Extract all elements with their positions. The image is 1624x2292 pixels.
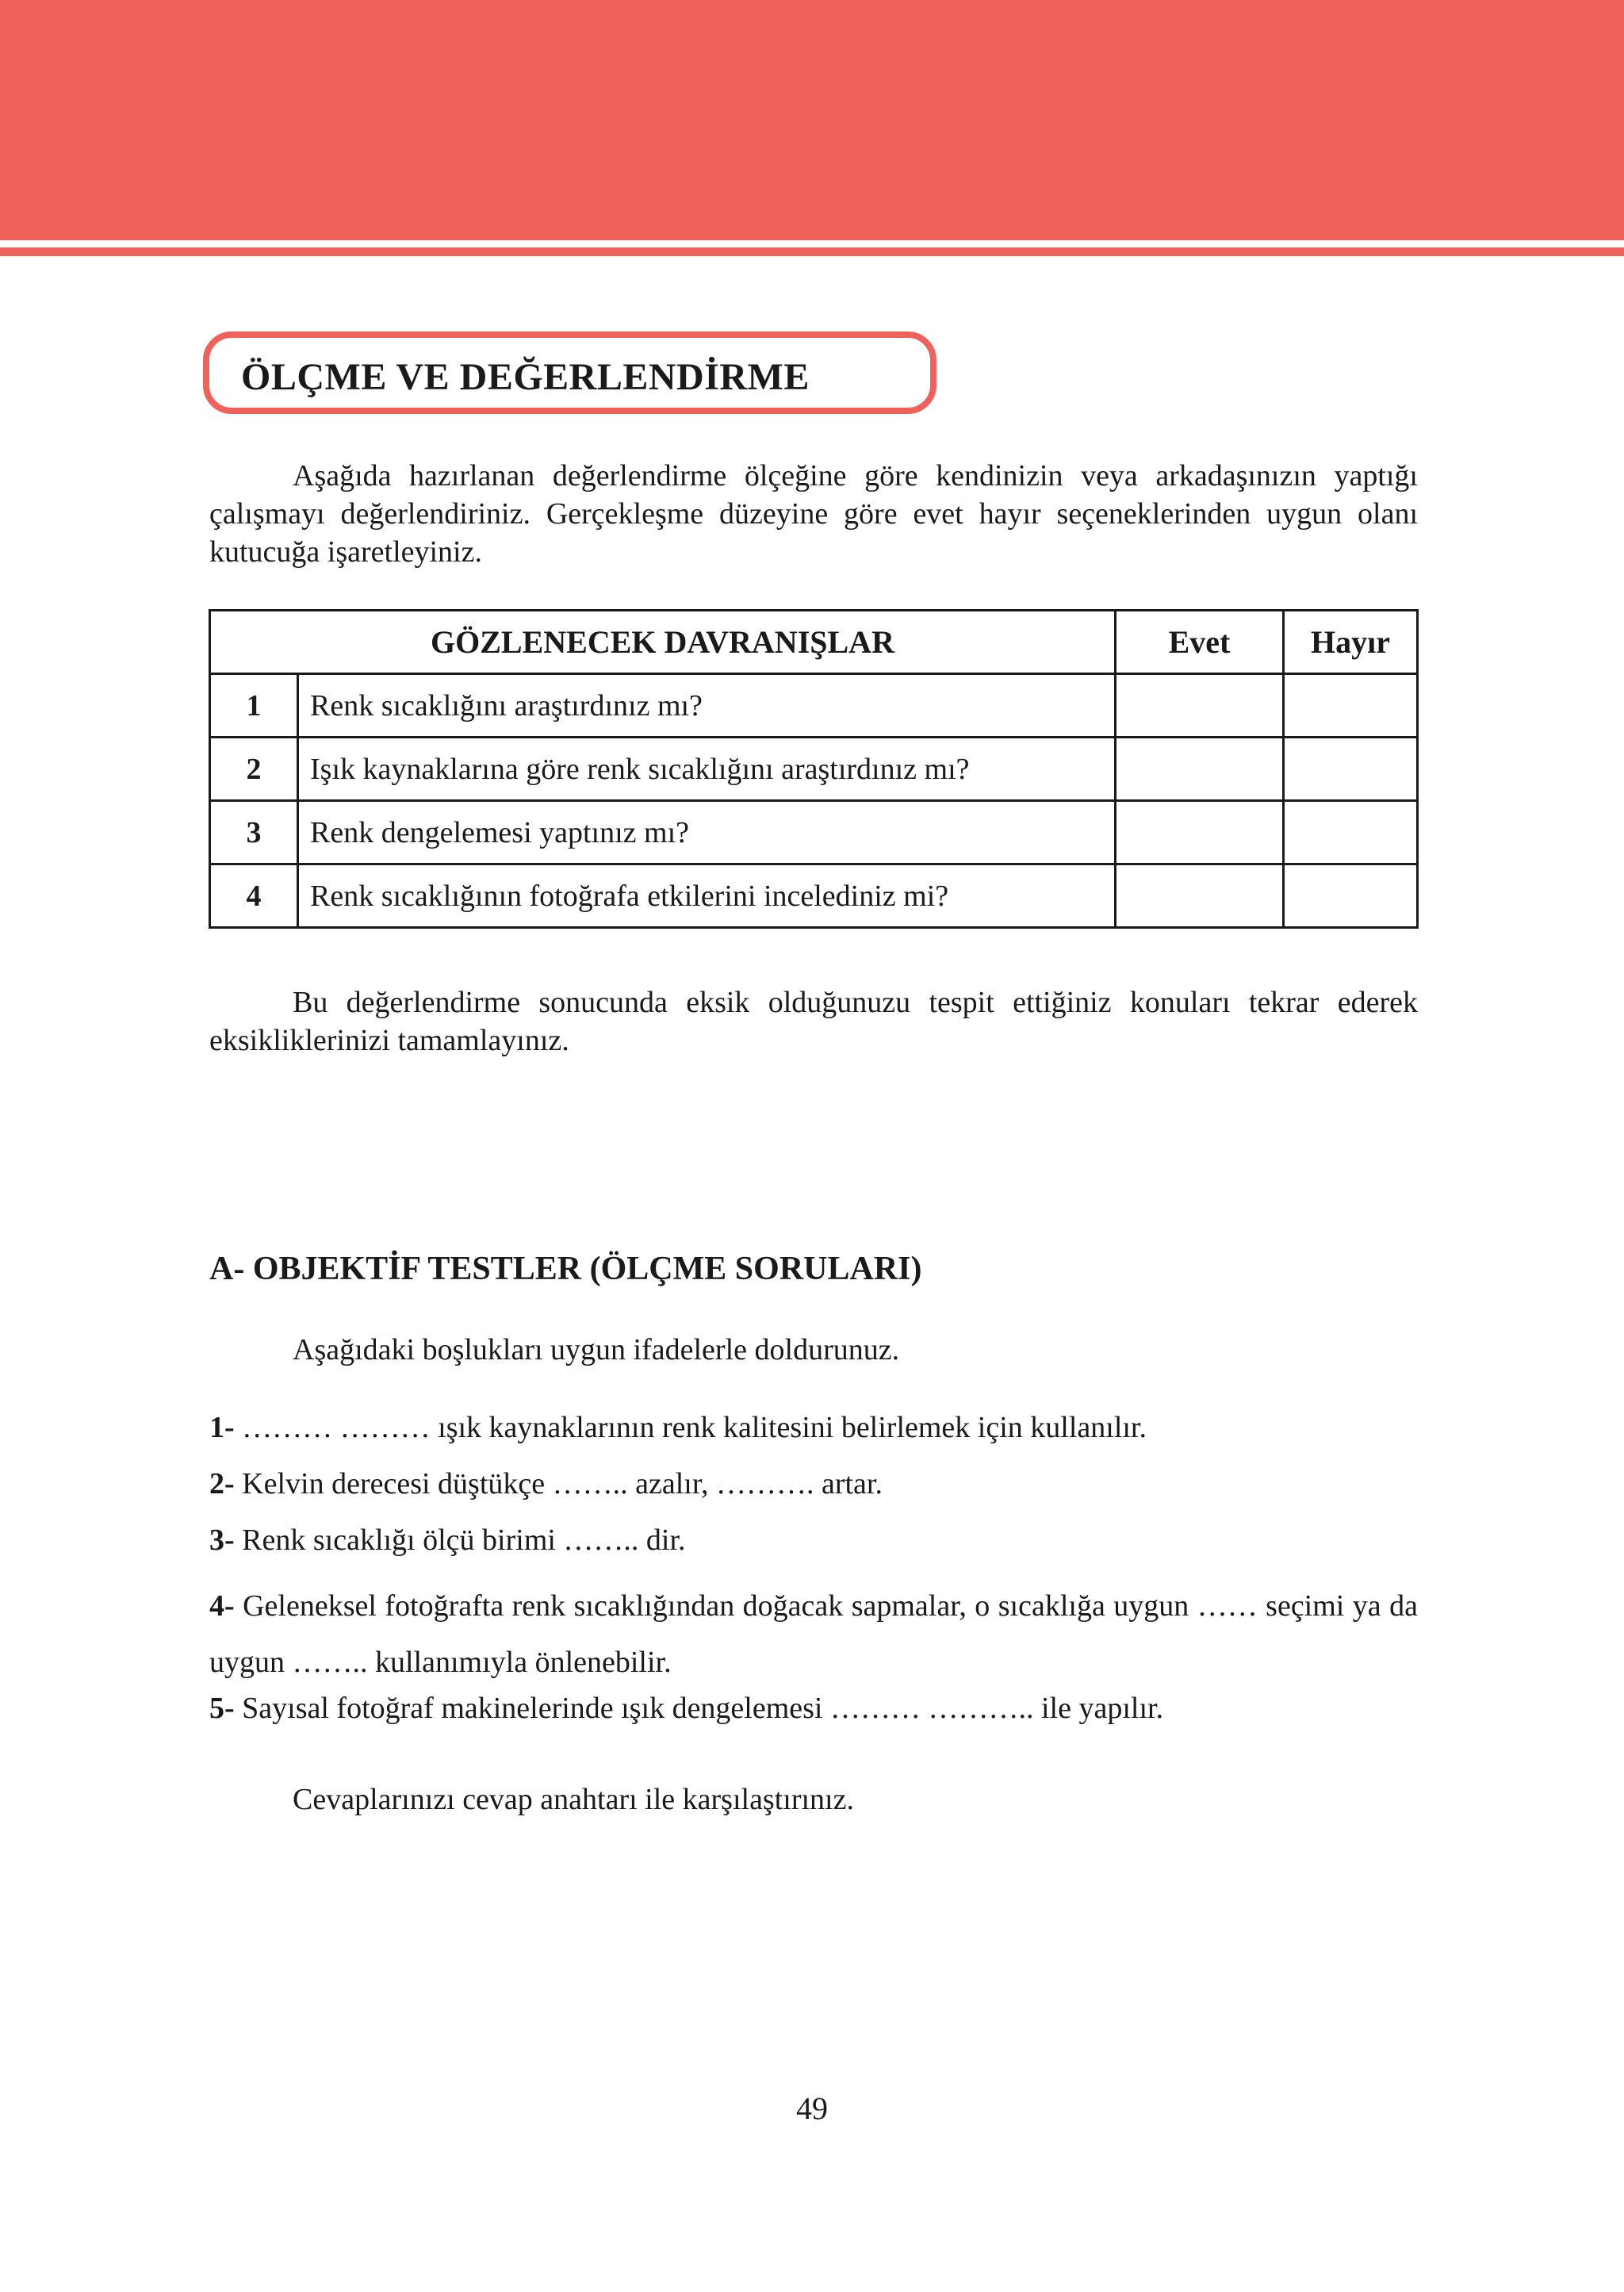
header-yes: Evet bbox=[1116, 611, 1284, 674]
question-item bbox=[209, 1578, 1418, 1691]
question-number: 2- bbox=[209, 1467, 235, 1501]
question-item bbox=[209, 1466, 1418, 1501]
closing-instruction: Cevaplarınızı cevap anahtarı ile karşılaştırınız. bbox=[293, 1783, 854, 1816]
no-checkbox-cell[interactable] bbox=[1284, 738, 1418, 801]
question-text: Sayısal fotoğraf makinelerinde ışık dengelemesi ……… ……….. ile yapılır. bbox=[234, 1692, 1164, 1725]
follow-up-paragraph: Bu değerlendirme sonucunda eksik olduğunuzu tespit ettiğiniz konuları tekrar ederek eksikliklerinizi tamamlayınız. bbox=[209, 986, 1418, 1057]
question-text: Renk sıcaklığı ölçü birimi …….. dir. bbox=[234, 1524, 686, 1557]
section-title-box bbox=[203, 332, 936, 414]
table-header-row bbox=[210, 611, 1418, 674]
question-text: Geleneksel fotoğrafta renk sıcaklığından doğacak sapmalar, o sıcaklığa uygun …… seçimi ya da uygun …….. kullanımıyla önlenebilir. bbox=[209, 1589, 1418, 1679]
header-rule bbox=[0, 247, 1624, 256]
header-no: Hayır bbox=[1284, 611, 1418, 674]
page-number: 49 bbox=[796, 2091, 828, 2126]
intro-paragraph: Aşağıda hazırlanan değerlendirme ölçeğine göre kendinizin veya arkadaşınızın yaptığı çalışmayı değerlendiriniz. Gerçekleşme düzeyine göre evet hayır seçeneklerinden uygun olanı kutucuğa işaretleyiniz. bbox=[209, 459, 1418, 569]
no-checkbox-cell[interactable] bbox=[1284, 801, 1418, 864]
header-band bbox=[0, 0, 1624, 240]
question-item bbox=[209, 1410, 1418, 1445]
yes-checkbox-cell[interactable] bbox=[1116, 738, 1284, 801]
question-number: 3- bbox=[209, 1524, 235, 1557]
table-row bbox=[210, 864, 1418, 928]
row-behavior: Renk sıcaklığını araştırdınız mı? bbox=[298, 674, 1116, 738]
yes-checkbox-cell[interactable] bbox=[1116, 864, 1284, 928]
question-text: ……… ……… ışık kaynaklarının renk kalitesini belirlemek için kullanılır. bbox=[234, 1411, 1147, 1444]
question-item bbox=[209, 1523, 1418, 1558]
table-row bbox=[210, 738, 1418, 801]
no-checkbox-cell[interactable] bbox=[1284, 674, 1418, 738]
objective-tests-heading: A- OBJEKTİF TESTLER (ÖLÇME SORULARI) bbox=[209, 1251, 922, 1287]
row-behavior: Işık kaynaklarına göre renk sıcaklığını araştırdınız mı? bbox=[298, 738, 1116, 801]
no-checkbox-cell[interactable] bbox=[1284, 864, 1418, 928]
question-number: 5- bbox=[209, 1692, 235, 1725]
table-row bbox=[210, 801, 1418, 864]
fill-blanks-instruction: Aşağıdaki boşlukları uygun ifadelerle doldurunuz. bbox=[293, 1333, 900, 1366]
row-number: 3 bbox=[210, 801, 298, 864]
question-text: Kelvin derecesi düştükçe …….. azalır, ………. artar. bbox=[234, 1467, 883, 1501]
question-item bbox=[209, 1691, 1418, 1726]
row-number: 2 bbox=[210, 738, 298, 801]
question-number: 4- bbox=[209, 1589, 235, 1623]
yes-checkbox-cell[interactable] bbox=[1116, 801, 1284, 864]
evaluation-table bbox=[209, 609, 1419, 929]
header-behaviors: GÖZLENECEK DAVRANIŞLAR bbox=[210, 611, 1116, 674]
row-behavior: Renk dengelemesi yaptınız mı? bbox=[298, 801, 1116, 864]
row-number: 1 bbox=[210, 674, 298, 738]
table-row bbox=[210, 674, 1418, 738]
row-behavior: Renk sıcaklığının fotoğrafa etkilerini incelediniz mi? bbox=[298, 864, 1116, 928]
question-number: 1- bbox=[209, 1411, 235, 1444]
page-title: ÖLÇME VE DEĞERLENDİRME bbox=[241, 355, 810, 398]
row-number: 4 bbox=[210, 864, 298, 928]
yes-checkbox-cell[interactable] bbox=[1116, 674, 1284, 738]
